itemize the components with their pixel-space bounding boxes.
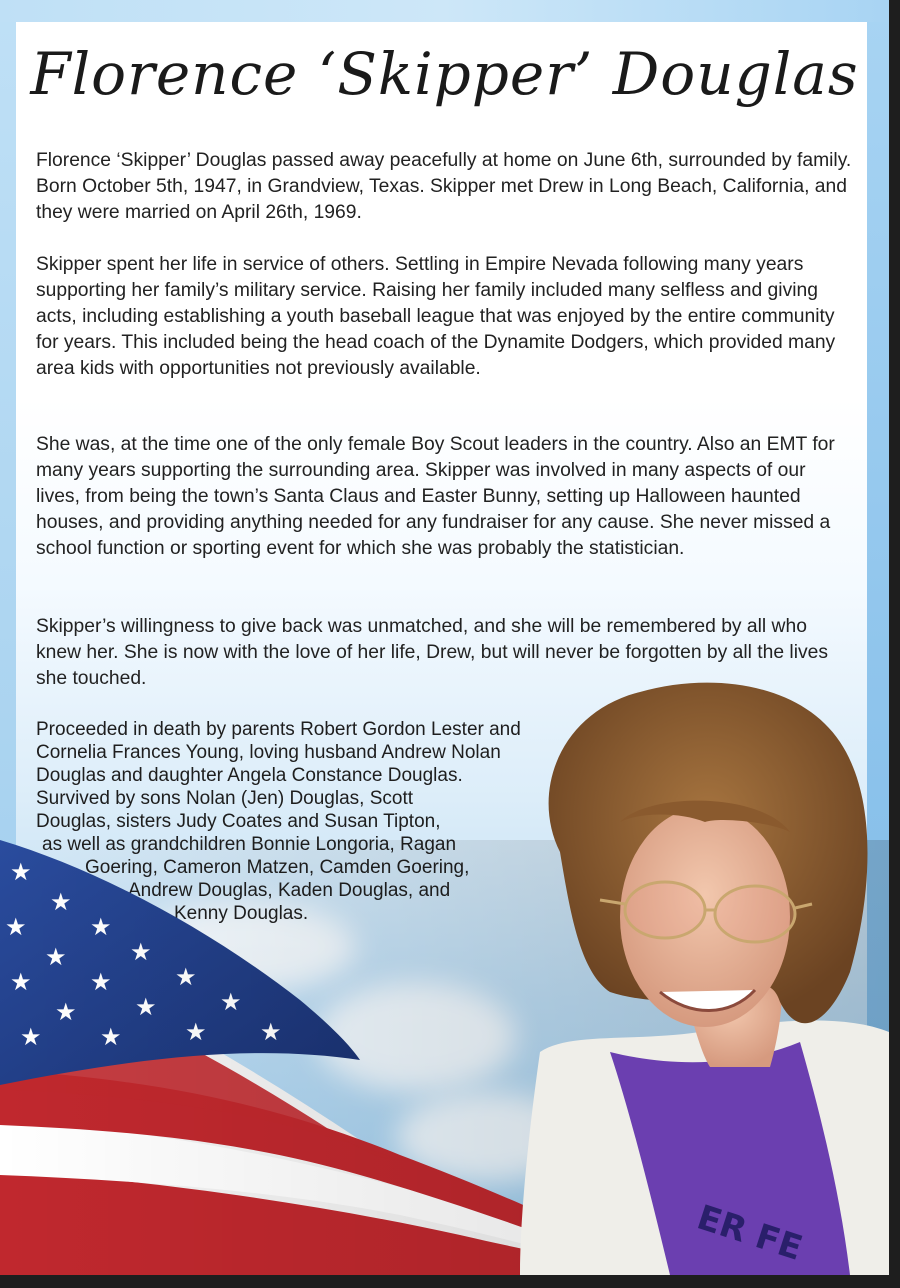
survived-line: Survived by sons Nolan (Jen) Douglas, Scott: [36, 788, 414, 809]
paragraph-3: She was, at the time one of the only female Boy Scout leaders in the country. Also an EMT for many years supporting the surrounding area. Skipper was involved in many aspects of our lives, from being the town’s Santa Claus and Easter Bunny, setting up Halloween haunted houses, and providing anything needed for any fundraiser for any cause. She never missed a school function or sporting event for which she was probably the statistician.: [36, 434, 835, 559]
page-title: Florence ‘Skipper’ Douglas: [30, 40, 859, 108]
survived-line: Douglas, sisters Judy Coates and Susan Tipton,: [36, 811, 441, 832]
paragraph-2: Skipper spent her life in service of others. Settling in Empire Nevada following many years supporting her family’s military service. Raising her family included many selfless and giving acts, including establishing a youth baseball league that was enjoyed by the entire community for years. This included being the head coach of the Dynamite Dodgers, which provided many area kids with opportunities not previously available.: [36, 254, 836, 379]
survived-line: Proceeded in death by parents Robert Gordon Lester and: [36, 719, 521, 740]
top-border: [0, 0, 889, 22]
survived-line: Cornelia Frances Young, loving husband Andrew Nolan: [36, 742, 501, 763]
portrait-photo: [520, 672, 889, 1275]
shirt-text: ER FE: [692, 1197, 808, 1269]
paragraph-1: Florence ‘Skipper’ Douglas passed away peacefully at home on June 6th, surrounded by family. Born October 5th, 1947, in Grandview, Texas. Skipper met Drew in Long Beach, California, and they were married on April 26th, 1969.: [36, 150, 852, 223]
paragraph-4: Skipper’s willingness to give back was unmatched, and she will be remembered by all who knew her. She is now with the love of her life, Drew, but will never be forgotten by all the lives she touched.: [36, 616, 829, 689]
survived-line: Douglas and daughter Angela Constance Douglas.: [36, 765, 463, 786]
